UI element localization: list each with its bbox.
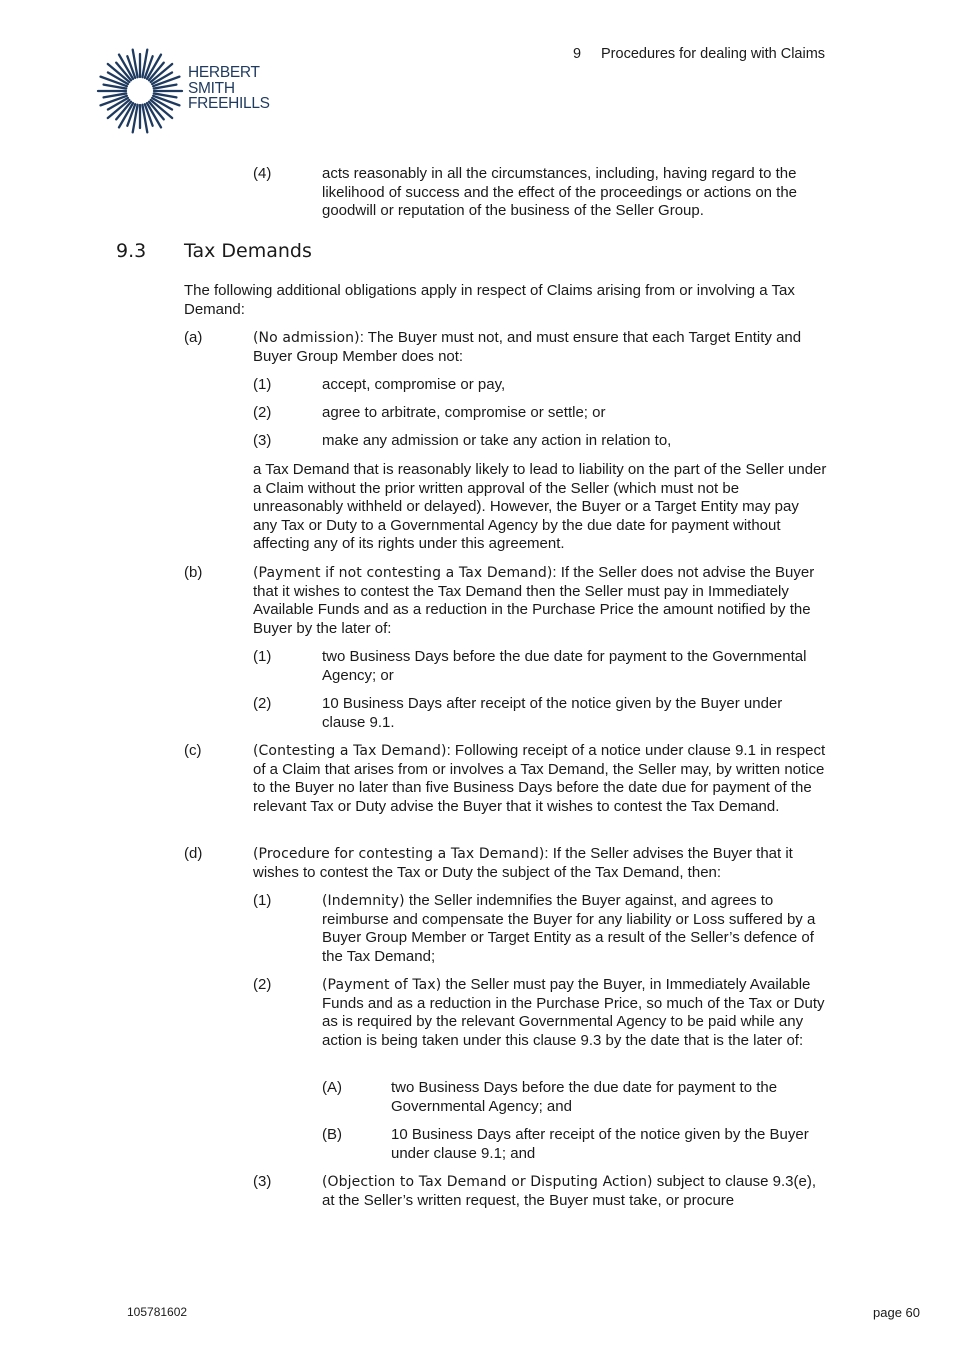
item-text: make any admission or take any action in relation to, [322, 432, 672, 449]
paragraph-a [253, 329, 827, 366]
item-text: two Business Days before the due date for payment to the Governmental Agency; or [322, 648, 807, 684]
paragraph-label: (d) [184, 845, 203, 862]
item-label: (3) [253, 1173, 272, 1190]
firm-logo [96, 46, 276, 136]
paragraph-keyword: (Payment if not contesting a Tax Demand) [253, 565, 553, 581]
paragraph-d [253, 845, 833, 882]
subitem-text: two Business Days before the due date for payment to the Governmental Agency; and [391, 1079, 778, 1115]
subitem-text: 10 Business Days after receipt of the notice given by the Buyer under clause 9.1; and [391, 1126, 809, 1162]
document-id: 105781602 [127, 1305, 188, 1319]
page-number: page 60 [873, 1305, 920, 1320]
paragraph-c [253, 742, 827, 816]
item-label: (4) [253, 165, 272, 182]
item-label: (1) [253, 892, 272, 909]
paragraph-keyword: (Procedure for contesting a Tax Demand) [253, 846, 545, 862]
paragraph-label: (b) [184, 564, 203, 581]
paragraph-tail: a Tax Demand that is reasonably likely to lead to liability on the part of the Seller under a Claim without the prior written approval of the Seller (which must not be unreasonably withheld or delayed). However, the Buyer or a Target Entity may pay any Tax or Duty to a Governmental Agency by the due date for payment without affecting any of its rights under this agreement. [253, 461, 827, 553]
item-label: (1) [253, 376, 272, 393]
item-keyword: (Indemnity) [322, 893, 405, 909]
item-text: agree to arbitrate, compromise or settle; or [322, 404, 606, 421]
brand-line-3: FREEHILLS [188, 95, 270, 112]
section-title: Procedures for dealing with Claims [601, 46, 826, 62]
sunburst-logo-icon [96, 46, 184, 136]
paragraph-label: (c) [184, 742, 202, 759]
item-label: (3) [253, 432, 272, 449]
section-number: 9 [573, 46, 582, 62]
item-label: (2) [253, 695, 272, 712]
paragraph-text: : If the Seller does not advise the Buyer that it wishes to contest the Tax Demand then the Seller must pay in Immediately Available Funds and as a reduction in the Purchase Price the amount notified by the Buyer by the later of: [253, 564, 815, 637]
paragraph-text: : Following receipt of a notice under clause 9.1 in respect of a Claim that arises from or involves a Tax Demand, the Seller may, by written notice to the Buyer no later than five Business Days before the date due for payment of the relevant Tax or Duty advise the Buyer that it wishes to contest the Tax Demand. [253, 742, 826, 815]
paragraph-keyword: (Contesting a Tax Demand) [253, 743, 447, 759]
running-header [573, 46, 825, 62]
clause-heading: Tax Demands [184, 240, 312, 262]
item-text: acts reasonably in all the circumstances, including, having regard to the likelihood of success and the effect of the proceedings or actions on the goodwill or reputation of the business of the Seller Group. [322, 165, 798, 220]
paragraph-text: : If the Seller advises the Buyer that it wishes to contest the Tax or Duty the subject of the Tax Demand, then: [253, 845, 793, 881]
item-text: accept, compromise or pay, [322, 376, 506, 393]
item-body: the Seller indemnifies the Buyer against, and agrees to reimburse and compensate the Buyer for any liability or Loss suffered by a Buyer Group Member or Target Entity as a result of the Seller’s defence of the Tax Demand; [322, 892, 816, 965]
paragraph-b [253, 564, 827, 638]
paragraph-keyword: (No admission) [253, 330, 360, 346]
clause-intro: The following additional obligations apply in respect of Claims arising from or involving a Tax Demand: [184, 282, 795, 318]
paragraph-text: : The Buyer must not, and must ensure that each Target Entity and Buyer Group Member does not: [253, 329, 802, 365]
item-text [322, 976, 827, 1050]
subitem-label: (A) [322, 1079, 342, 1096]
item-label: (1) [253, 648, 272, 665]
item-text [322, 892, 827, 966]
item-body: the Seller must pay the Buyer, in Immediately Available Funds and as a reduction in the Purchase Price, so much of the Tax or Duty as is required by the relevant Governmental Agency to be paid while any action is being taken under this clause 9.3 by the date that is the later of: [322, 976, 825, 1049]
item-keyword: (Payment of Tax) [322, 977, 442, 993]
item-label: (2) [253, 404, 272, 421]
brand-line-1: HERBERT [188, 64, 260, 81]
item-text: 10 Business Days after receipt of the notice given by the Buyer under clause 9.1. [322, 695, 783, 731]
firm-name [188, 65, 270, 112]
subitem-label: (B) [322, 1126, 342, 1143]
paragraph-label: (a) [184, 329, 203, 346]
brand-line-2: SMITH [188, 79, 235, 97]
item-body: subject to clause 9.3(e), at the Seller’s written request, the Buyer must take, or procure [322, 1173, 817, 1209]
item-keyword: (Objection to Tax Demand or Disputing Action) [322, 1174, 653, 1190]
item-label: (2) [253, 976, 272, 993]
item-text [322, 1173, 827, 1210]
clause-number: 9.3 [116, 240, 147, 262]
